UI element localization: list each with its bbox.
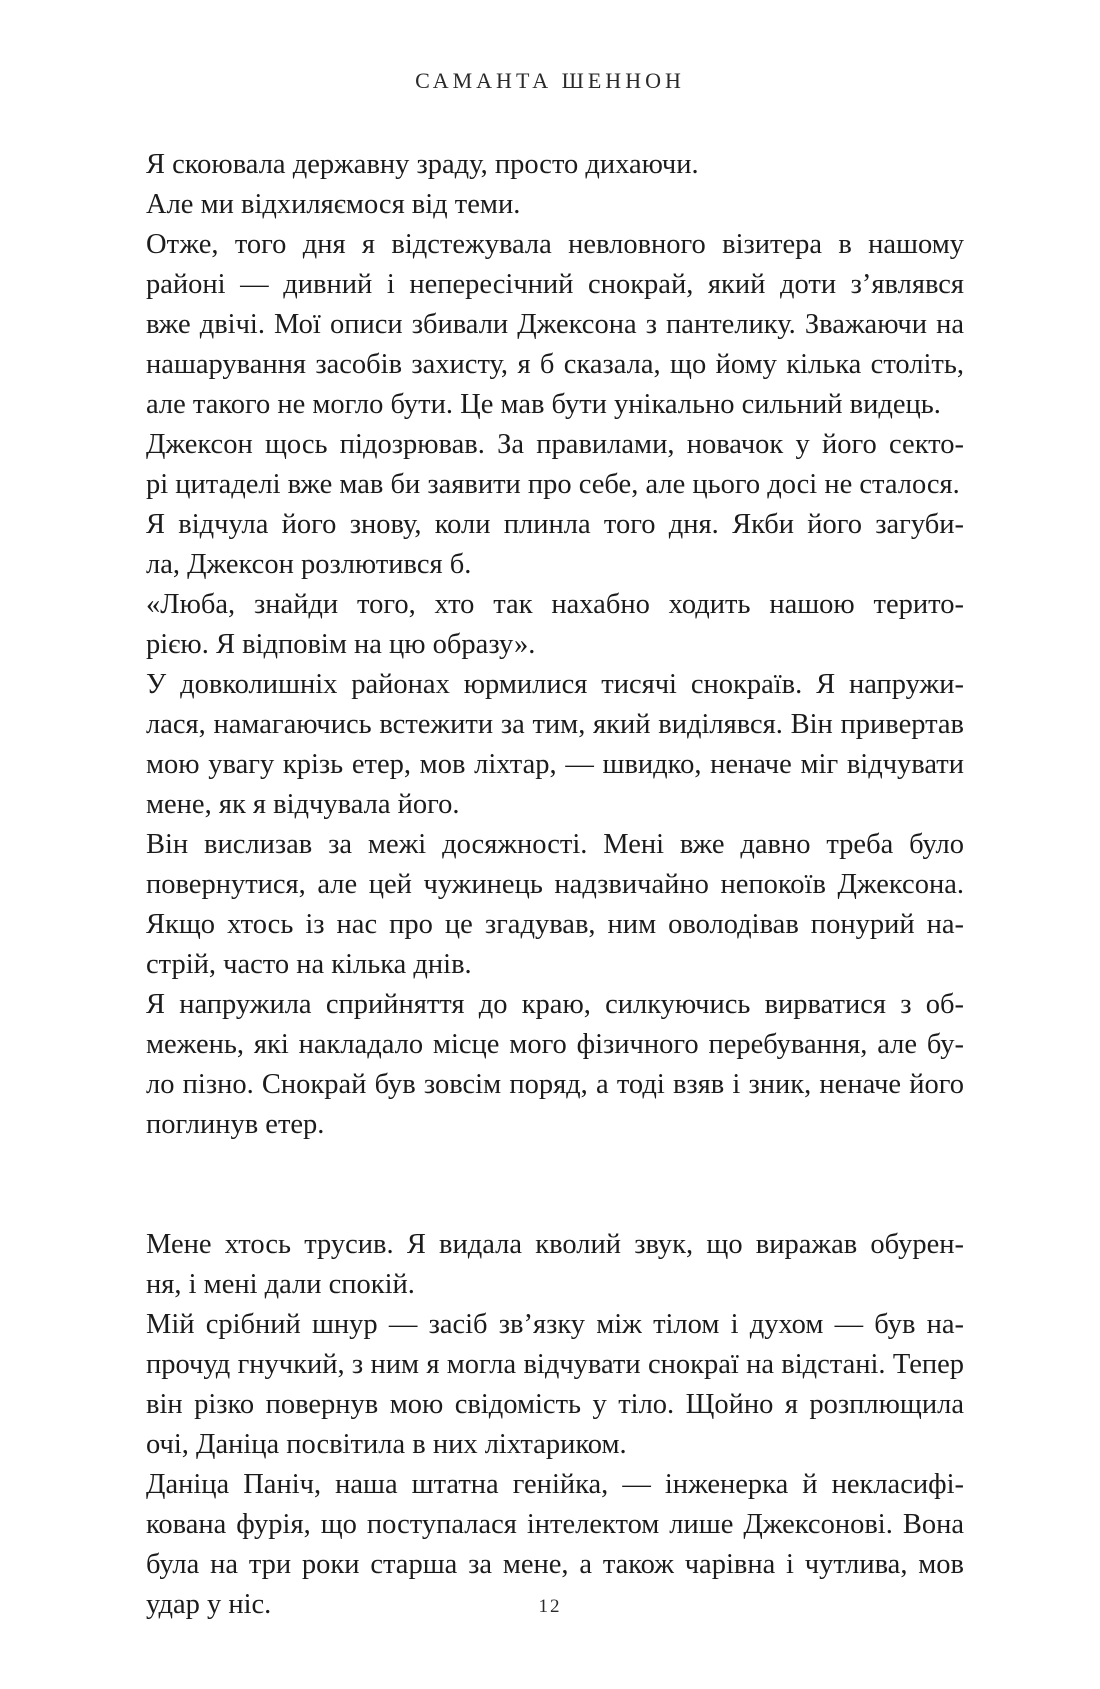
text-line: нашарування засобів захисту, я б сказала, що йому кілька століть, bbox=[146, 349, 964, 380]
text-line: рі цитаделі вже мав би заявити про себе, але цього досі не сталося. bbox=[146, 469, 960, 500]
text-line: мою увагу крізь етер, мов ліхтар, — швидко, неначе міг відчувати bbox=[146, 749, 964, 780]
text-line: але такого не могло бути. Це мав бути унікально сильний видець. bbox=[146, 389, 941, 420]
text-line: лася, намагаючись встежити за тим, який виділявся. Він привертав bbox=[146, 709, 964, 740]
text-line: він різко повернув мою свідомість у тіло. Щойно я розплющила bbox=[146, 1389, 964, 1420]
text-line: поглинув етер. bbox=[146, 1109, 325, 1140]
text-line: прочуд гнучкий, з ним я могла відчувати снокраї на відстані. Тепер bbox=[146, 1349, 964, 1380]
paragraph bbox=[146, 145, 964, 185]
text-line: ло пізно. Снокрай був зовсім поряд, а тоді взяв і зник, неначе його bbox=[146, 1069, 964, 1100]
text-line: Я відчула його знову, коли плинла того дня. Якби його загуби- bbox=[146, 509, 964, 540]
text-line: Мене хтось трусив. Я видала кволий звук, що виражав обурен- bbox=[146, 1229, 964, 1260]
text-line: стрій, часто на кілька днів. bbox=[146, 949, 472, 980]
text-line: Якщо хтось із нас про це згадував, ним оволодівав понурий на- bbox=[146, 909, 964, 940]
paragraph bbox=[146, 1225, 964, 1305]
paragraph bbox=[146, 225, 964, 425]
text-line: «Люба, знайди того, хто так нахабно ходить нашою терито- bbox=[146, 589, 964, 620]
text-line: ня, і мені дали спокій. bbox=[146, 1269, 415, 1300]
text-line: кована фурія, що поступалася інтелектом лише Джексонові. Вона bbox=[146, 1509, 964, 1540]
text-line: Мій срібний шнур — засіб зв’язку між тілом і духом — був на- bbox=[146, 1309, 964, 1340]
text-line: Джексон щось підозрював. За правилами, новачок у його секто- bbox=[146, 429, 964, 460]
text-line: Даніца Паніч, наша штатна генійка, — інженерка й некласифі- bbox=[146, 1469, 964, 1500]
text-line: Він вислизав за межі досяжності. Мені вже давно треба було bbox=[146, 829, 964, 860]
text-line: межень, які накладало місце мого фізичного перебування, але бу- bbox=[146, 1029, 964, 1060]
paragraph bbox=[146, 1305, 964, 1465]
text-line: Але ми відхиляємося від теми. bbox=[146, 189, 521, 220]
text-line: районі — дивний і непересічний снокрай, який доти з’являвся bbox=[146, 269, 964, 300]
paragraph bbox=[146, 425, 964, 505]
text-line: рією. Я відповім на цю образу». bbox=[146, 629, 536, 660]
text-line: повернутися, але цей чужинець надзвичайно непокоїв Джексона. bbox=[146, 869, 964, 900]
running-head: САМАНТА ШЕННОН bbox=[415, 68, 685, 93]
paragraph bbox=[146, 825, 964, 985]
paragraph bbox=[146, 185, 964, 225]
text-line: очі, Даніца посвітила в них ліхтариком. bbox=[146, 1429, 627, 1460]
paragraph bbox=[146, 505, 964, 585]
scene-break bbox=[146, 1145, 964, 1225]
text-line: Я напружила сприйняття до краю, силкуючись вирватися з об- bbox=[146, 989, 964, 1020]
paragraph bbox=[146, 585, 964, 665]
text-line: удар у ніс. bbox=[146, 1589, 272, 1620]
text-line: вже двічі. Мої описи збивали Джексона з пантелику. Зважаючи на bbox=[146, 309, 964, 340]
paragraph bbox=[146, 665, 964, 825]
text-line: Отже, того дня я відстежувала невловного візитера в нашому bbox=[146, 229, 964, 260]
paragraph bbox=[146, 985, 964, 1145]
text-line: У довколишніх районах юрмилися тисячі снокраїв. Я напружи- bbox=[146, 669, 964, 700]
text-line: була на три роки старша за мене, а також чарівна і чутлива, мов bbox=[146, 1549, 964, 1580]
text-line: мене, як я відчувала його. bbox=[146, 789, 460, 820]
body-text bbox=[146, 145, 964, 1625]
text-line: Я скоювала державну зраду, просто дихаючи. bbox=[146, 149, 699, 180]
page-number: 12 bbox=[538, 1596, 562, 1617]
text-line: ла, Джексон розлютився б. bbox=[146, 549, 472, 580]
